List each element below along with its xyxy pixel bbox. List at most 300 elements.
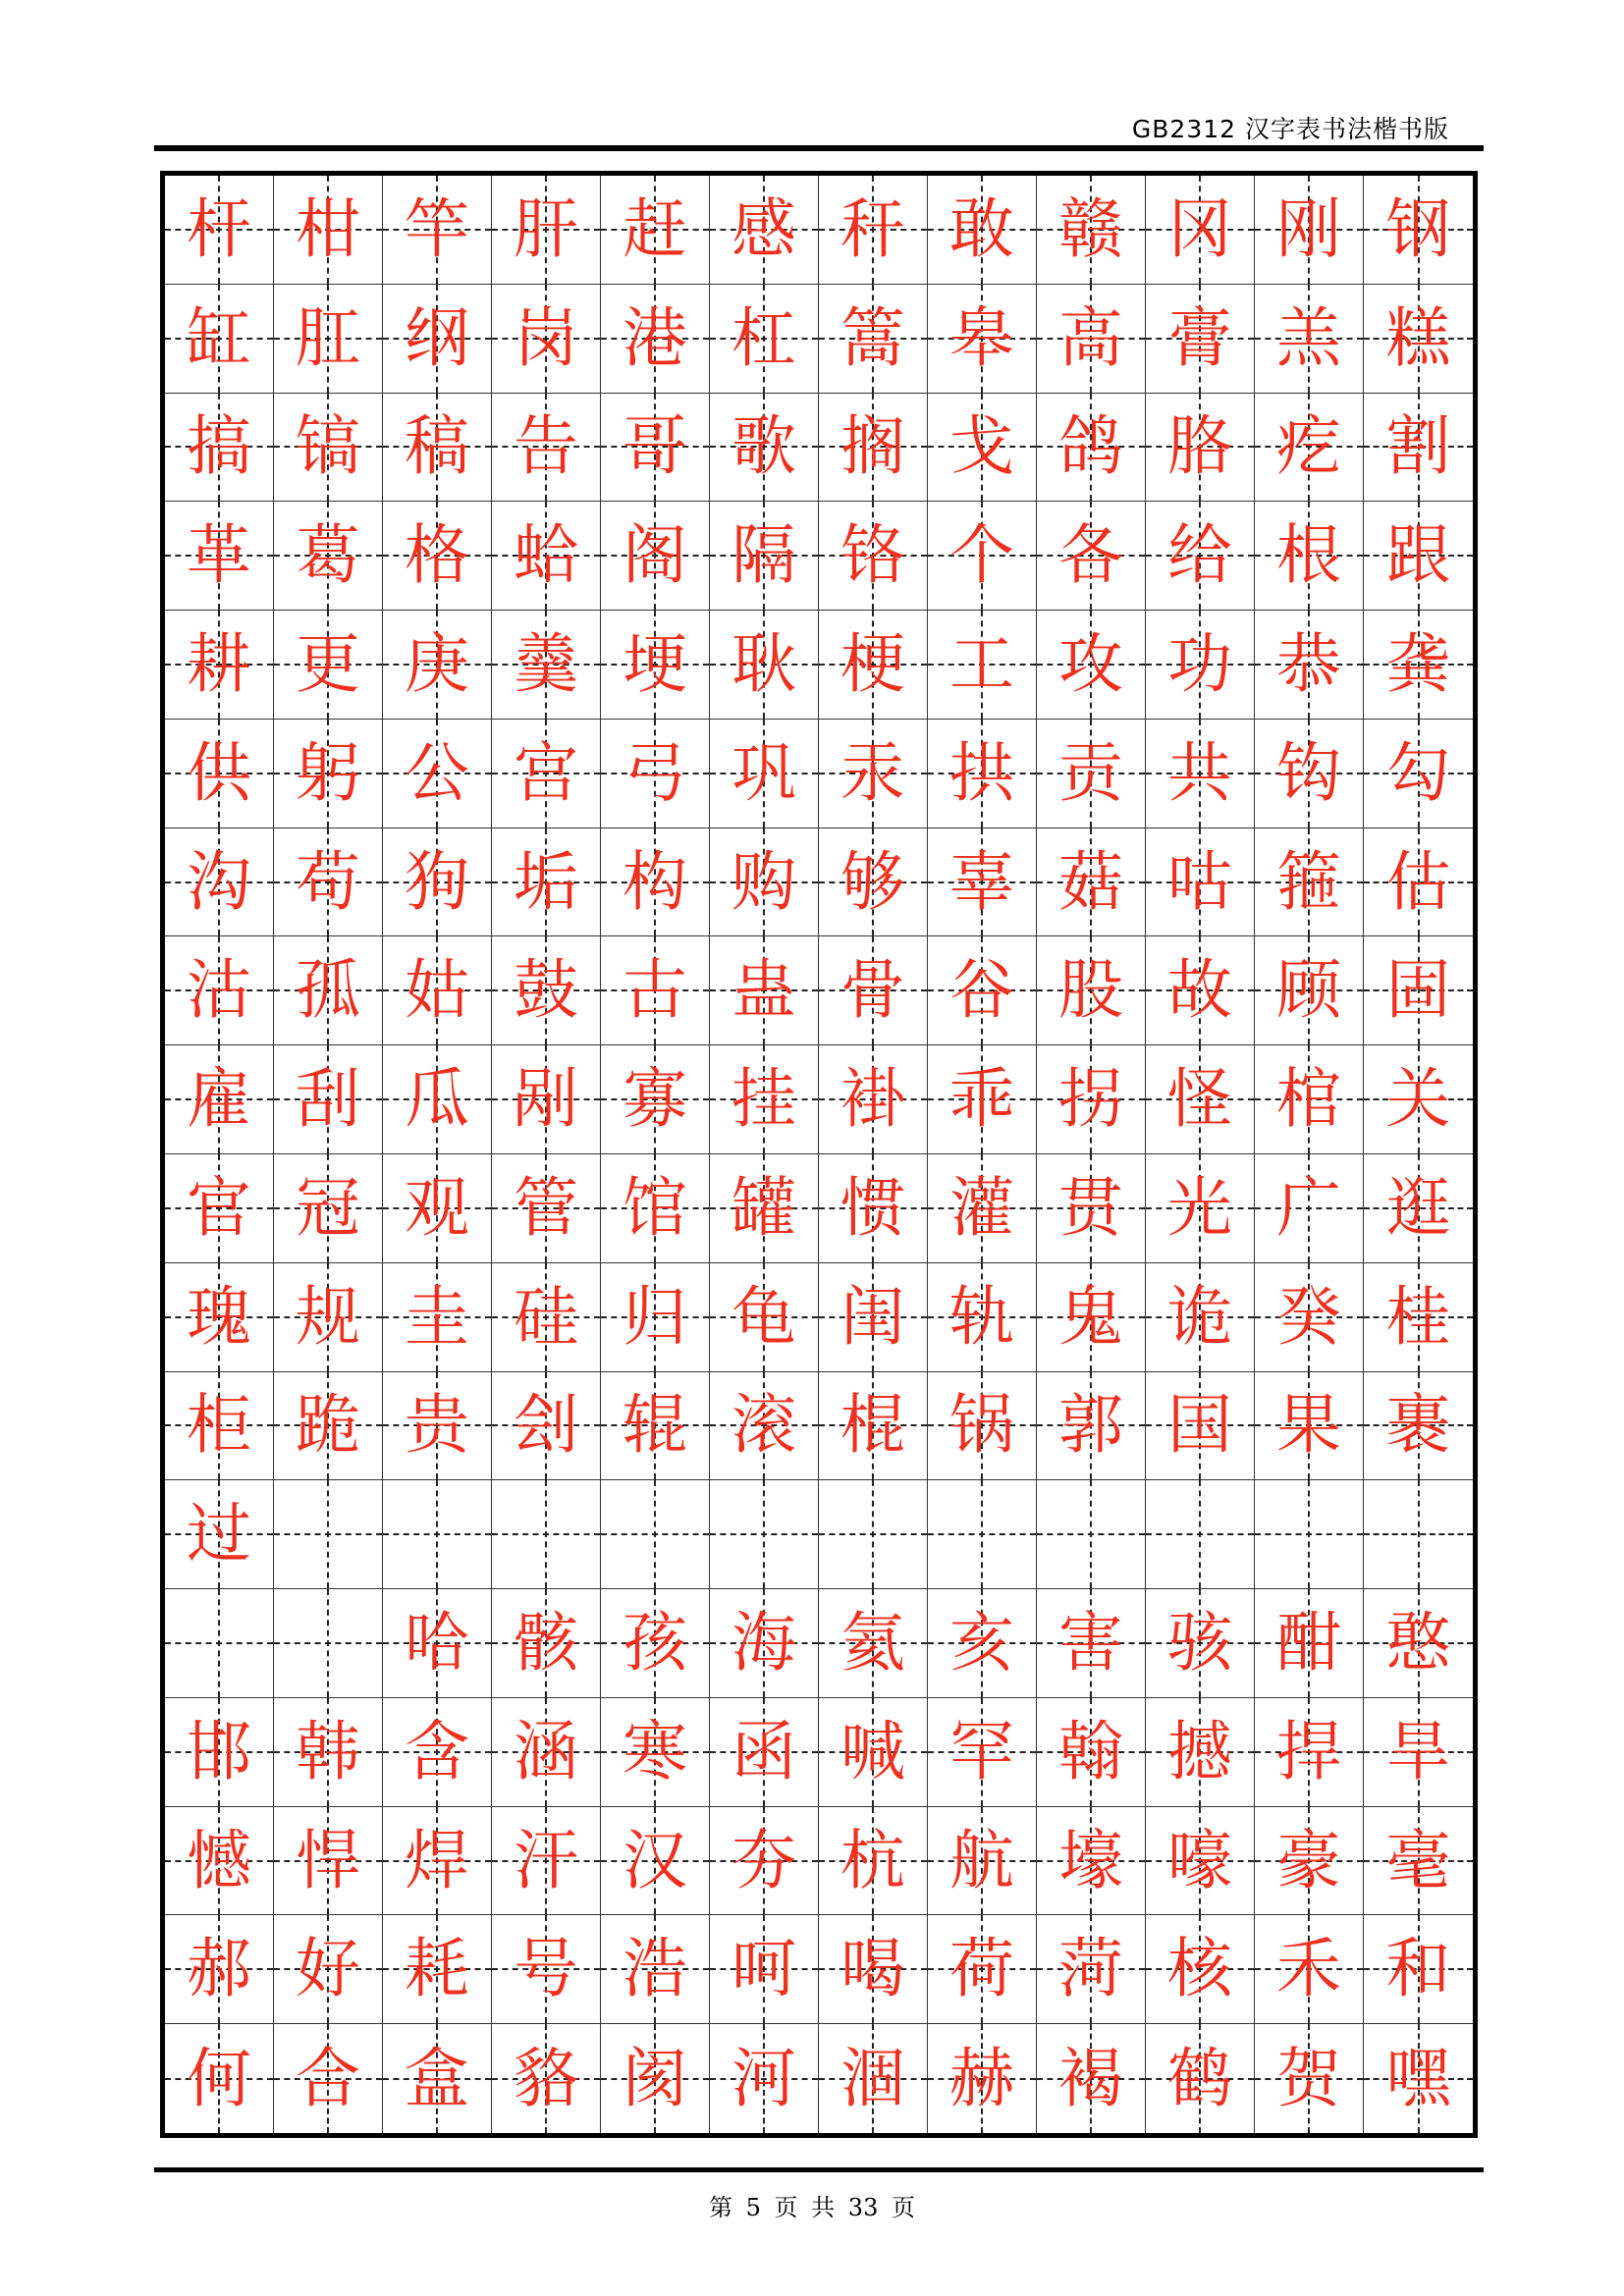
grid-cell xyxy=(1146,1372,1255,1481)
hanzi-character: 个 xyxy=(949,517,1014,594)
grid-cell xyxy=(1255,611,1364,720)
grid-cell xyxy=(383,2024,492,2133)
grid-cell xyxy=(1255,828,1364,937)
grid-cell xyxy=(928,1807,1037,1916)
grid-cell xyxy=(1255,1045,1364,1154)
hanzi-character: 棺 xyxy=(1276,1061,1341,1138)
grid-cell xyxy=(710,1372,819,1481)
hanzi-character: 雇 xyxy=(187,1061,251,1138)
grid-cell xyxy=(274,720,383,828)
grid-cell xyxy=(1364,1589,1473,1698)
hanzi-character: 憾 xyxy=(187,1822,251,1898)
hanzi-character: 顾 xyxy=(1276,952,1341,1029)
hanzi-character: 戈 xyxy=(949,408,1014,485)
grid-cell xyxy=(492,1480,601,1589)
hanzi-character: 杆 xyxy=(187,190,251,267)
grid-cell xyxy=(383,176,492,285)
hanzi-character: 赣 xyxy=(1058,190,1123,267)
grid-cell xyxy=(928,394,1037,503)
hanzi-character: 罐 xyxy=(731,1169,796,1246)
grid-cell xyxy=(1255,285,1364,394)
hanzi-character: 管 xyxy=(514,1169,578,1246)
grid-cell xyxy=(1146,1045,1255,1154)
hanzi-character: 孤 xyxy=(296,952,360,1029)
grid-cell xyxy=(1255,1698,1364,1807)
hanzi-character: 竿 xyxy=(405,190,469,267)
hanzi-character: 邯 xyxy=(187,1713,251,1789)
grid-cell xyxy=(1255,1154,1364,1263)
grid-cell xyxy=(1255,936,1364,1045)
hanzi-character: 涵 xyxy=(514,1713,578,1789)
grid-cell xyxy=(165,285,274,394)
hanzi-character xyxy=(1364,1480,1473,1588)
grid-cell xyxy=(928,176,1037,285)
grid-cell xyxy=(710,936,819,1045)
hanzi-character: 害 xyxy=(1058,1604,1123,1681)
grid-cell xyxy=(928,1372,1037,1481)
grid-cell xyxy=(601,502,710,611)
hanzi-character: 弓 xyxy=(623,734,687,811)
grid-cell xyxy=(1364,1263,1473,1372)
grid-cell xyxy=(1255,1915,1364,2024)
grid-cell xyxy=(601,611,710,720)
grid-cell xyxy=(165,611,274,720)
grid-cell xyxy=(1364,2024,1473,2133)
grid-cell xyxy=(165,502,274,611)
hanzi-character: 故 xyxy=(1167,952,1232,1029)
grid-cell xyxy=(165,828,274,937)
hanzi-character: 硅 xyxy=(514,1278,578,1355)
hanzi-character xyxy=(1255,1480,1363,1588)
hanzi-character: 割 xyxy=(1385,408,1451,485)
hanzi-character: 贵 xyxy=(405,1387,469,1464)
grid-cell xyxy=(601,1263,710,1372)
grid-cell xyxy=(601,285,710,394)
hanzi-character xyxy=(601,1480,709,1588)
grid-cell xyxy=(710,611,819,720)
grid-cell xyxy=(1364,1698,1473,1807)
grid-cell xyxy=(601,1372,710,1481)
hanzi-character: 蛊 xyxy=(731,952,796,1029)
grid-cell xyxy=(165,1154,274,1263)
grid-cell xyxy=(819,1372,928,1481)
hanzi-character: 馆 xyxy=(623,1169,687,1246)
grid-cell xyxy=(492,502,601,611)
grid-cell xyxy=(928,611,1037,720)
grid-cell xyxy=(601,1154,710,1263)
hanzi-character: 巩 xyxy=(731,734,796,811)
grid-cell xyxy=(928,1263,1037,1372)
hanzi-character: 荷 xyxy=(949,1931,1014,2007)
grid-cell xyxy=(1364,1915,1473,2024)
hanzi-character: 鼓 xyxy=(514,952,578,1029)
grid-cell xyxy=(274,394,383,503)
grid-cell xyxy=(383,1480,492,1589)
footer-rule xyxy=(154,2167,1484,2172)
hanzi-character: 柑 xyxy=(296,190,360,267)
grid-cell xyxy=(1037,176,1146,285)
hanzi-character: 疙 xyxy=(1276,408,1341,485)
grid-cell xyxy=(274,2024,383,2133)
hanzi-character: 搞 xyxy=(187,408,251,485)
hanzi-character: 合 xyxy=(296,2040,360,2116)
hanzi-character: 汉 xyxy=(623,1822,687,1898)
hanzi-character: 捍 xyxy=(1276,1713,1341,1789)
hanzi-character: 夯 xyxy=(731,1822,796,1898)
hanzi-character: 罕 xyxy=(949,1713,1014,1789)
grid-cell xyxy=(165,1698,274,1807)
hanzi-character: 耕 xyxy=(187,625,251,702)
hanzi-character: 菏 xyxy=(1058,1931,1123,2007)
hanzi-character: 葛 xyxy=(296,517,360,594)
grid-cell xyxy=(601,720,710,828)
hanzi-character: 何 xyxy=(187,2040,251,2116)
grid-cell xyxy=(928,720,1037,828)
grid-cell xyxy=(383,502,492,611)
hanzi-character: 工 xyxy=(949,625,1014,702)
hanzi-character: 苟 xyxy=(296,843,360,920)
grid-cell xyxy=(710,1154,819,1263)
hanzi-character xyxy=(165,1589,273,1697)
hanzi-character: 汗 xyxy=(514,1822,578,1898)
grid-cell xyxy=(1364,502,1473,611)
hanzi-character: 函 xyxy=(731,1713,796,1789)
hanzi-character: 航 xyxy=(949,1822,1014,1898)
hanzi-character: 钢 xyxy=(1385,190,1451,267)
hanzi-character: 逛 xyxy=(1385,1169,1451,1246)
hanzi-character: 乖 xyxy=(949,1061,1014,1138)
grid-cell xyxy=(1255,1372,1364,1481)
hanzi-character: 根 xyxy=(1276,517,1341,594)
grid-cell xyxy=(928,936,1037,1045)
hanzi-character: 感 xyxy=(731,190,796,267)
grid-cell xyxy=(819,828,928,937)
hanzi-character: 剐 xyxy=(514,1061,578,1138)
grid-cell xyxy=(383,1263,492,1372)
hanzi-character: 骨 xyxy=(840,952,905,1029)
grid-cell xyxy=(710,1698,819,1807)
grid-cell xyxy=(819,1915,928,2024)
hanzi-character: 国 xyxy=(1167,1387,1232,1464)
hanzi-character: 憨 xyxy=(1385,1604,1451,1681)
grid-cell xyxy=(274,1045,383,1154)
grid-cell xyxy=(1146,1154,1255,1263)
hanzi-character xyxy=(492,1480,600,1588)
hanzi-character: 革 xyxy=(187,517,251,594)
grid-cell xyxy=(601,1915,710,2024)
grid-cell xyxy=(1146,1698,1255,1807)
grid-cell xyxy=(383,1589,492,1698)
grid-cell xyxy=(165,936,274,1045)
hanzi-character: 规 xyxy=(296,1278,360,1355)
grid-cell xyxy=(1364,936,1473,1045)
hanzi-character: 刚 xyxy=(1276,190,1341,267)
hanzi-character: 闺 xyxy=(840,1278,905,1355)
hanzi-character: 刮 xyxy=(296,1061,360,1138)
grid-cell xyxy=(492,1045,601,1154)
hanzi-character: 滚 xyxy=(731,1387,796,1464)
grid-cell xyxy=(492,720,601,828)
grid-cell xyxy=(165,1915,274,2024)
hanzi-character: 箍 xyxy=(1276,843,1341,920)
hanzi-character: 拱 xyxy=(949,734,1014,811)
grid-cell xyxy=(601,2024,710,2133)
hanzi-character: 贡 xyxy=(1058,734,1123,811)
hanzi-character: 氦 xyxy=(840,1604,905,1681)
hanzi-character: 怪 xyxy=(1167,1061,1232,1138)
hanzi-character: 褐 xyxy=(1058,2040,1123,2116)
grid-cell xyxy=(601,1807,710,1916)
hanzi-character: 含 xyxy=(405,1713,469,1789)
hanzi-character: 赶 xyxy=(623,190,687,267)
grid-cell xyxy=(1255,2024,1364,2133)
grid-cell xyxy=(1037,1372,1146,1481)
grid-cell xyxy=(383,1045,492,1154)
grid-cell xyxy=(710,502,819,611)
hanzi-character: 跪 xyxy=(296,1387,360,1464)
grid-cell xyxy=(1146,828,1255,937)
grid-cell xyxy=(274,1589,383,1698)
grid-cell xyxy=(601,1589,710,1698)
hanzi-character: 毫 xyxy=(1385,1822,1451,1898)
grid-cell xyxy=(819,1263,928,1372)
hanzi-character: 垢 xyxy=(514,843,578,920)
grid-cell xyxy=(1255,720,1364,828)
hanzi-character: 禾 xyxy=(1276,1931,1341,2007)
grid-cell xyxy=(1146,1915,1255,2024)
hanzi-character: 好 xyxy=(296,1931,360,2007)
hanzi-character: 寡 xyxy=(623,1061,687,1138)
grid-cell xyxy=(165,2024,274,2133)
grid-cell xyxy=(819,720,928,828)
grid-cell xyxy=(274,1807,383,1916)
grid-cell xyxy=(1255,394,1364,503)
hanzi-character: 郭 xyxy=(1058,1387,1123,1464)
grid-cell xyxy=(274,1480,383,1589)
hanzi-character: 官 xyxy=(187,1169,251,1246)
hanzi-character: 裹 xyxy=(1385,1387,1451,1464)
hanzi-character: 稿 xyxy=(405,408,469,485)
grid-cell xyxy=(1364,720,1473,828)
hanzi-character: 号 xyxy=(514,1931,578,2007)
hanzi-character: 购 xyxy=(731,843,796,920)
hanzi-character: 癸 xyxy=(1276,1278,1341,1355)
grid-cell xyxy=(492,176,601,285)
hanzi-character: 呵 xyxy=(731,1931,796,2007)
grid-cell xyxy=(492,1915,601,2024)
hanzi-character: 躬 xyxy=(296,734,360,811)
grid-cell xyxy=(1364,1372,1473,1481)
hanzi-character: 埂 xyxy=(623,625,687,702)
hanzi-character: 鸽 xyxy=(1058,408,1123,485)
hanzi-character: 公 xyxy=(405,734,469,811)
grid-cell xyxy=(1255,176,1364,285)
grid-cell xyxy=(165,1372,274,1481)
hanzi-character: 喊 xyxy=(840,1713,905,1789)
grid-cell xyxy=(819,936,928,1045)
hanzi-character: 皋 xyxy=(949,299,1014,376)
grid-cell xyxy=(165,176,274,285)
hanzi-character: 过 xyxy=(187,1496,251,1573)
hanzi-character: 惯 xyxy=(840,1169,905,1246)
hanzi-character: 狗 xyxy=(405,843,469,920)
grid-cell xyxy=(165,1045,274,1154)
hanzi-character: 岗 xyxy=(514,299,578,376)
hanzi-character: 沽 xyxy=(187,952,251,1029)
grid-cell xyxy=(165,1263,274,1372)
hanzi-character: 搁 xyxy=(840,408,905,485)
grid-cell xyxy=(492,1372,601,1481)
grid-cell xyxy=(819,1698,928,1807)
character-grid xyxy=(160,171,1478,2138)
grid-cell xyxy=(383,1372,492,1481)
hanzi-character: 嘿 xyxy=(1385,2040,1451,2116)
hanzi-character: 圭 xyxy=(405,1278,469,1355)
hanzi-character: 辜 xyxy=(949,843,1014,920)
hanzi-character: 谷 xyxy=(949,952,1014,1029)
hanzi-character: 亥 xyxy=(949,1604,1014,1681)
hanzi-character: 供 xyxy=(187,734,251,811)
hanzi-character: 骇 xyxy=(1167,1604,1232,1681)
hanzi-character: 固 xyxy=(1385,952,1451,1029)
grid-cell xyxy=(492,828,601,937)
grid-cell xyxy=(710,1807,819,1916)
hanzi-character: 关 xyxy=(1385,1061,1451,1138)
hanzi-character: 喝 xyxy=(840,1931,905,2007)
hanzi-character: 姑 xyxy=(405,952,469,1029)
hanzi-character: 瑰 xyxy=(187,1278,251,1355)
grid-cell xyxy=(710,1045,819,1154)
hanzi-character xyxy=(383,1480,491,1588)
grid-cell xyxy=(1037,1045,1146,1154)
hanzi-character: 旱 xyxy=(1385,1713,1451,1789)
hanzi-character: 秆 xyxy=(840,190,905,267)
hanzi-character: 肛 xyxy=(296,299,360,376)
hanzi-character: 和 xyxy=(1385,1931,1451,2007)
grid-cell xyxy=(601,1698,710,1807)
hanzi-character: 贺 xyxy=(1276,2040,1341,2116)
grid-cell xyxy=(1364,1480,1473,1589)
grid-cell xyxy=(274,1372,383,1481)
hanzi-character: 龟 xyxy=(731,1278,796,1355)
hanzi-character: 悍 xyxy=(296,1822,360,1898)
hanzi-character: 鹤 xyxy=(1167,2040,1232,2116)
grid-cell xyxy=(492,611,601,720)
grid-cell xyxy=(710,176,819,285)
grid-cell xyxy=(165,1480,274,1589)
hanzi-character: 港 xyxy=(623,299,687,376)
grid-cell xyxy=(1364,1045,1473,1154)
grid-cell xyxy=(383,1154,492,1263)
grid-cell xyxy=(492,936,601,1045)
header-rule xyxy=(154,145,1484,151)
hanzi-character: 告 xyxy=(514,408,578,485)
hanzi-character xyxy=(710,1480,818,1588)
hanzi-character: 纲 xyxy=(405,299,469,376)
hanzi-character: 挂 xyxy=(731,1061,796,1138)
hanzi-character: 耗 xyxy=(405,1931,469,2007)
grid-cell xyxy=(1037,285,1146,394)
hanzi-character: 镐 xyxy=(296,408,360,485)
hanzi-character: 阁 xyxy=(623,517,687,594)
grid-cell xyxy=(1037,828,1146,937)
hanzi-character: 韩 xyxy=(296,1713,360,1789)
grid-cell xyxy=(1146,611,1255,720)
hanzi-character: 梗 xyxy=(840,625,905,702)
grid-cell xyxy=(1364,176,1473,285)
grid-cell xyxy=(1037,394,1146,503)
grid-cell xyxy=(928,502,1037,611)
grid-cell xyxy=(1037,720,1146,828)
hanzi-character: 篙 xyxy=(840,299,905,376)
grid-cell xyxy=(928,1045,1037,1154)
hanzi-character: 灌 xyxy=(949,1169,1014,1246)
grid-cell xyxy=(492,1589,601,1698)
grid-cell xyxy=(383,394,492,503)
grid-cell xyxy=(601,394,710,503)
page-number: 第 5 页 共 33 页 xyxy=(709,2194,915,2221)
grid-cell xyxy=(928,1480,1037,1589)
grid-cell xyxy=(1364,611,1473,720)
hanzi-character xyxy=(928,1480,1036,1588)
hanzi-character: 赫 xyxy=(949,2040,1014,2116)
grid-cell xyxy=(492,2024,601,2133)
hanzi-character: 够 xyxy=(840,843,905,920)
grid-cell xyxy=(819,394,928,503)
grid-cell xyxy=(1146,1263,1255,1372)
grid-cell xyxy=(928,1698,1037,1807)
grid-cell xyxy=(274,176,383,285)
grid-cell xyxy=(819,1045,928,1154)
hanzi-character: 撼 xyxy=(1167,1713,1232,1789)
grid-cell xyxy=(1037,502,1146,611)
grid-cell xyxy=(1037,1263,1146,1372)
grid-cell xyxy=(928,1589,1037,1698)
hanzi-character: 冠 xyxy=(296,1169,360,1246)
grid-cell xyxy=(601,1045,710,1154)
hanzi-character: 果 xyxy=(1276,1387,1341,1464)
hanzi-character: 酣 xyxy=(1276,1604,1341,1681)
hanzi-character: 钩 xyxy=(1276,734,1341,811)
grid-cell xyxy=(1364,1154,1473,1263)
grid-cell xyxy=(383,1915,492,2024)
grid-cell xyxy=(601,936,710,1045)
grid-cell xyxy=(819,1589,928,1698)
hanzi-character: 轨 xyxy=(949,1278,1014,1355)
grid-cell xyxy=(710,394,819,503)
hanzi-character xyxy=(819,1480,927,1588)
grid-cell xyxy=(1146,176,1255,285)
grid-cell xyxy=(1146,285,1255,394)
hanzi-character: 贯 xyxy=(1058,1169,1123,1246)
hanzi-character: 观 xyxy=(405,1169,469,1246)
hanzi-character: 嚎 xyxy=(1167,1822,1232,1898)
hanzi-character: 阂 xyxy=(623,2040,687,2116)
hanzi-character: 缸 xyxy=(187,299,251,376)
grid-cell xyxy=(165,1589,274,1698)
grid-cell xyxy=(383,1807,492,1916)
grid-cell xyxy=(1146,1807,1255,1916)
grid-cell xyxy=(492,1263,601,1372)
grid-cell xyxy=(274,1698,383,1807)
grid-cell xyxy=(710,285,819,394)
grid-cell xyxy=(819,1480,928,1589)
grid-cell xyxy=(1364,828,1473,937)
hanzi-character: 歌 xyxy=(731,408,796,485)
grid-cell xyxy=(492,285,601,394)
hanzi-character: 孩 xyxy=(623,1604,687,1681)
hanzi-character: 棍 xyxy=(840,1387,905,1464)
